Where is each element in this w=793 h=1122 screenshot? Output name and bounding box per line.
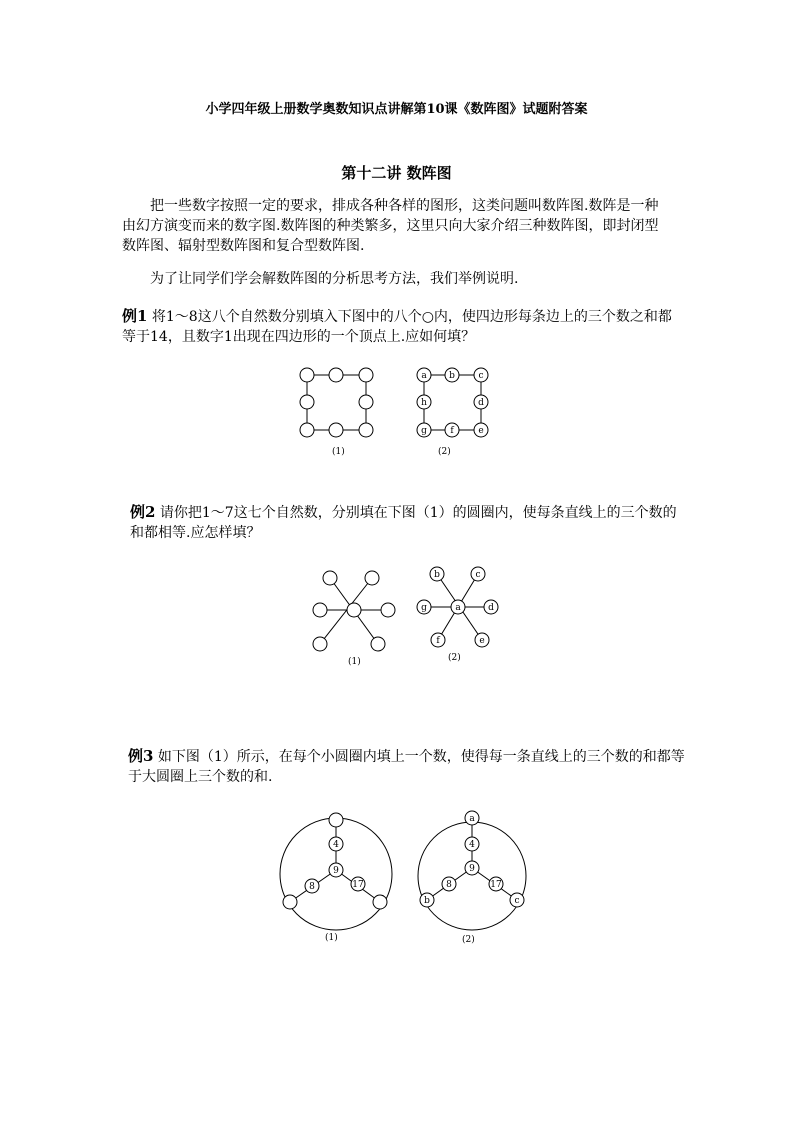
node-letter: d <box>478 398 484 408</box>
node-letter: c <box>478 371 484 381</box>
given-number: 17 <box>352 880 364 890</box>
example-3-body: 如下图（1）所示，在每个小圆圈内填上一个数，使得每一条直线上的三个数的和都等于大圆圈上三个数的和. <box>128 749 685 785</box>
given-number: 4 <box>333 840 339 850</box>
given-number: 8 <box>446 880 452 890</box>
example-3-figures <box>270 800 550 950</box>
example-2-body: 请你把1～7这七个自然数，分别填在下图（1）的圆圈内，使每条直线上的三个数的和都相等.应怎样填？ <box>130 505 677 541</box>
given-number: 9 <box>333 866 339 876</box>
blank-circle <box>359 368 373 382</box>
node-letter: f <box>436 636 440 646</box>
figure-caption: (1) <box>332 447 345 457</box>
example-1-label: 例1 <box>122 307 148 325</box>
example-2-text <box>130 502 690 543</box>
given-number: 4 <box>469 840 475 850</box>
intro-paragraph-2: 为了让同学们学会解数阵图的分析思考方法，我们举例说明. <box>150 271 519 287</box>
blank-circle <box>300 368 314 382</box>
figure-caption: (2) <box>462 935 475 945</box>
node-letter: d <box>488 603 494 613</box>
example-2-figures <box>300 560 520 670</box>
node-letter: f <box>450 426 454 436</box>
blank-circle <box>300 423 314 437</box>
document-title: 小学四年级上册数学奥数知识点讲解第10课《数阵图》试题附答案 <box>205 102 588 117</box>
square-figure-1 <box>300 368 373 437</box>
node-letter: b <box>449 371 455 381</box>
node-letter: a <box>469 814 475 824</box>
example-1-body: 将1～8这八个自然数分别填入下图中的八个○内，使四边形每条边上的三个数之和都等于14，且数字1出现在四边形的一个顶点上.应如何填？ <box>122 309 672 345</box>
node-letter: b <box>434 570 440 580</box>
star-figure-1 <box>313 571 395 651</box>
node-letter: e <box>478 426 484 436</box>
figure-caption: (2) <box>448 653 461 663</box>
node-letter: h <box>421 398 427 408</box>
example-2-label: 例2 <box>130 503 156 521</box>
given-number: 8 <box>309 882 315 892</box>
example-1-text <box>122 306 682 347</box>
node-letter: e <box>479 636 485 646</box>
lecture-title: 第十二讲 数阵图 <box>341 164 452 182</box>
node-letter: g <box>421 426 427 436</box>
node-letter: g <box>421 603 427 613</box>
figure-caption: (2) <box>438 447 451 457</box>
node-letter: a <box>421 371 427 381</box>
node-letter: a <box>455 603 461 613</box>
node-letter: c <box>475 570 481 580</box>
figure-caption: (1) <box>325 933 338 943</box>
given-number: 17 <box>490 880 502 890</box>
figure-caption: (1) <box>348 657 361 667</box>
blank-circle <box>329 368 343 382</box>
given-number: 9 <box>469 864 475 874</box>
example-3-label: 例3 <box>128 747 154 765</box>
example-3-text <box>128 746 688 787</box>
node-letter: b <box>424 896 430 906</box>
blank-circle <box>359 423 373 437</box>
example-1-figures <box>280 360 520 460</box>
intro-paragraph: 把一些数字按照一定的要求，排成各种各样的图形，这类问题叫数阵图.数阵是一种由幻方演变而来的数字图.数阵图的种类繁多，这里只向大家介绍三种数阵图，即封闭型数阵图、辐射型数阵图和复合型数阵图. <box>122 198 659 254</box>
blank-circle <box>359 395 373 409</box>
node-letter: c <box>514 896 520 906</box>
blank-circle <box>300 395 314 409</box>
blank-circle <box>329 423 343 437</box>
